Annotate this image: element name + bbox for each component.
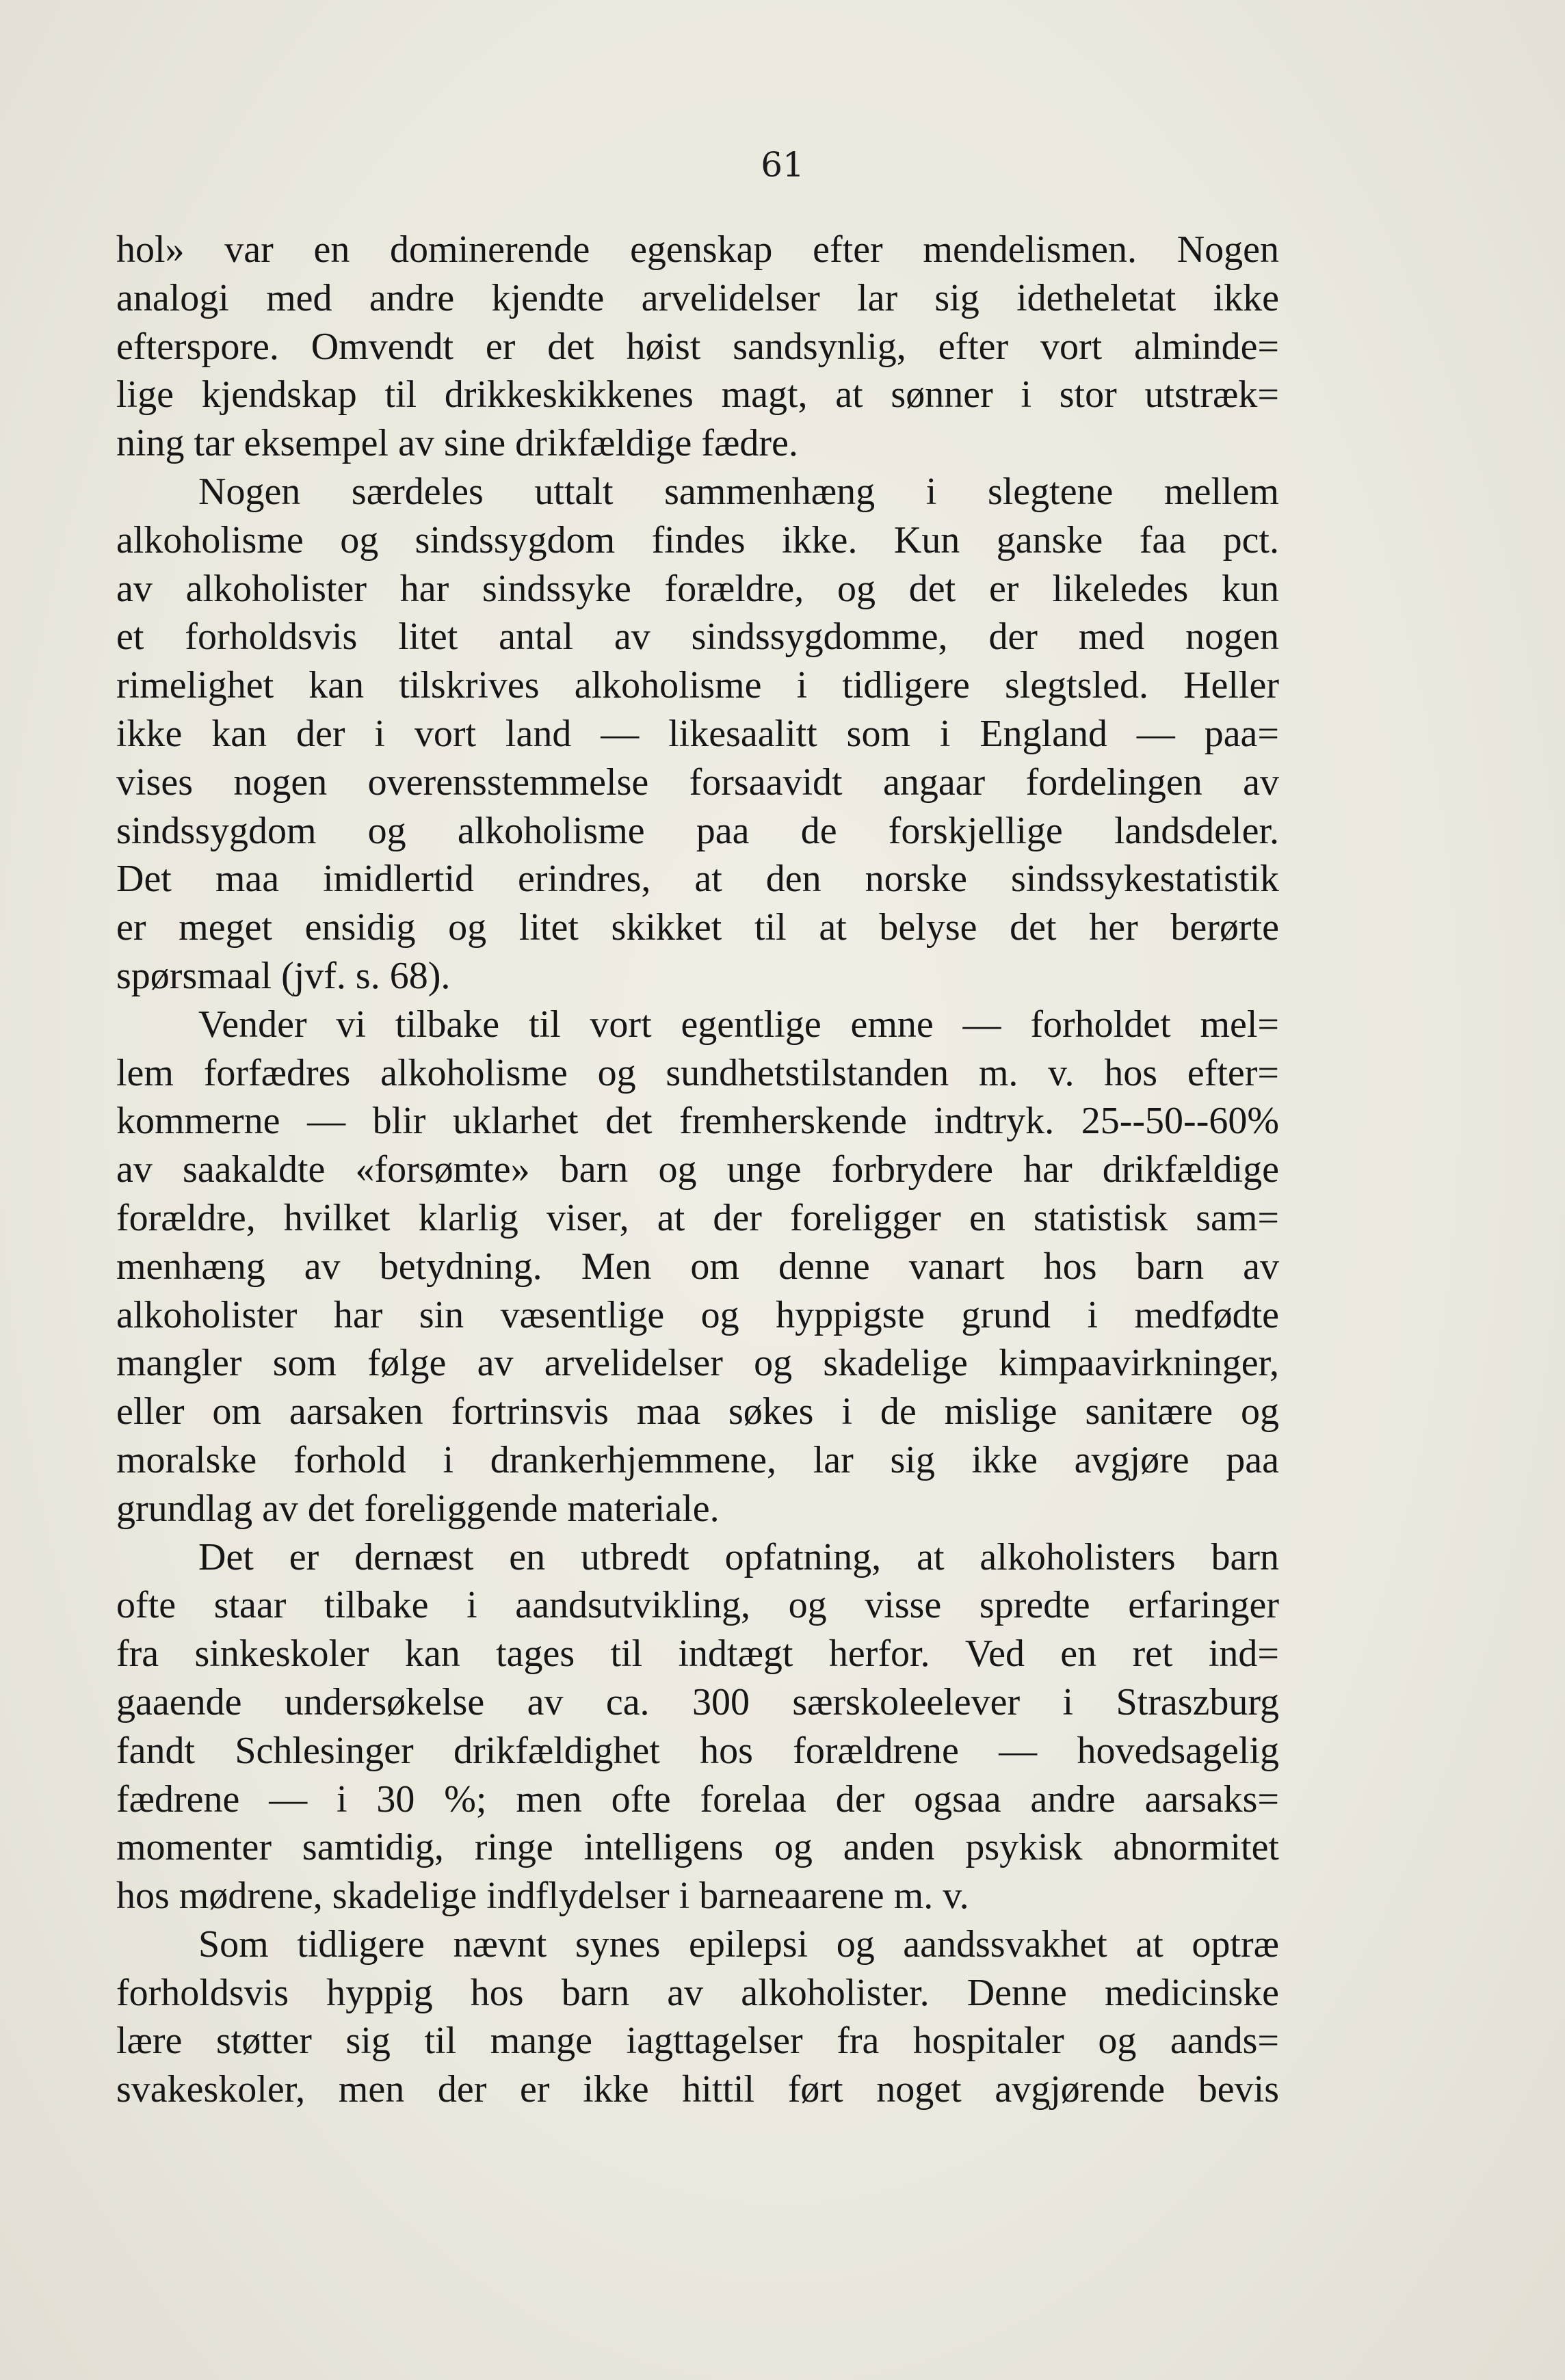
text-line: menhæng av betydning. Men om denne vanart hos barn av <box>116 1245 1279 1288</box>
text-line: hos mødrene, skadelige indflydelser i barneaarene m. v. <box>116 1875 969 1918</box>
text-line: vises nogen overensstemmelse forsaavidt angaar fordelingen av <box>116 761 1279 804</box>
text-line: forholdsvis hyppig hos barn av alkoholister. Denne medicinske <box>116 1971 1279 2014</box>
text-line: svakeskoler, men der er ikke hittil ført noget avgjørende bevis <box>116 2068 1279 2111</box>
text-line: kommerne — blir uklarhet det fremherskende indtryk. 25--50--60% <box>116 1100 1279 1143</box>
text-line: av alkoholister har sindssyke forældre, og det er likeledes kun <box>116 567 1279 610</box>
text-line: Det maa imidlertid erindres, at den norske sindssykestatistik <box>116 858 1279 901</box>
text-line: eller om aarsaken fortrinsvis maa søkes i de mislige sanitære og <box>116 1390 1279 1433</box>
text-line: Nogen særdeles uttalt sammenhæng i slegtene mellem <box>198 470 1279 513</box>
text-line: lige kjendskap til drikkeskikkenes magt, at sønner i stor utstræk= <box>116 373 1279 416</box>
text-line: av saakaldte «forsømte» barn og unge forbrydere har drikfældige <box>116 1148 1279 1191</box>
text-line: fandt Schlesinger drikfældighet hos forældrene — hovedsagelig <box>116 1729 1279 1772</box>
text-line: fædrene — i 30 %; men ofte forelaa der ogsaa andre aarsaks= <box>116 1777 1279 1821</box>
text-line: Som tidligere nævnt synes epilepsi og aandssvakhet at optræ <box>198 1922 1279 1966</box>
body-text <box>116 226 1279 2114</box>
text-line: spørsmaal (jvf. s. 68). <box>116 954 451 997</box>
text-line: moralske forhold i drankerhjemmene, lar sig ikke avgjøre paa <box>116 1438 1279 1481</box>
text-line: ofte staar tilbake i aandsutvikling, og visse spredte erfaringer <box>116 1584 1279 1627</box>
text-line: mangler som følge av arvelidelser og skadelige kimpaavirkninger, <box>116 1342 1279 1385</box>
text-line: alkoholisme og sindssygdom findes ikke. Kun ganske faa pct. <box>116 518 1279 561</box>
text-line: efterspore. Omvendt er det høist sandsynlig, efter vort alminde= <box>116 325 1279 368</box>
text-line: ikke kan der i vort land — likesaalitt som i England — paa= <box>116 712 1279 755</box>
text-line: analogi med andre kjendte arvelidelser lar sig idetheletat ikke <box>116 276 1279 319</box>
text-line: gaaende undersøkelse av ca. 300 særskoleelever i Straszburg <box>116 1680 1279 1723</box>
text-line: lære støtter sig til mange iagttagelser fra hospitaler og aands= <box>116 2020 1279 2063</box>
text-line: alkoholister har sin væsentlige og hyppigste grund i medfødte <box>116 1293 1279 1336</box>
page-number: 61 <box>761 145 804 185</box>
text-line: et forholdsvis litet antal av sindssygdomme, der med nogen <box>116 616 1279 659</box>
text-line: Det er dernæst en utbredt opfatning, at alkoholisters barn <box>198 1535 1279 1578</box>
text-line: hol» var en dominerende egenskap efter mendelismen. Nogen <box>116 228 1279 271</box>
text-line: momenter samtidig, ringe intelligens og anden psykisk abnormitet <box>116 1826 1279 1869</box>
text-line: lem forfædres alkoholisme og sundhetstilstanden m. v. hos efter= <box>116 1051 1279 1094</box>
text-line: rimelighet kan tilskrives alkoholisme i tidligere slegtsled. Heller <box>116 664 1279 707</box>
text-line: Vender vi tilbake til vort egentlige emne — forholdet mel= <box>198 1003 1279 1046</box>
text-line: forældre, hvilket klarlig viser, at der foreligger en statistisk sam= <box>116 1196 1279 1239</box>
text-line: fra sinkeskoler kan tages til indtægt herfor. Ved en ret ind= <box>116 1632 1279 1676</box>
text-line: grundlag av det foreliggende materiale. <box>116 1487 720 1530</box>
text-line: ning tar eksempel av sine drikfældige fædre. <box>116 422 798 465</box>
text-line: sindssygdom og alkoholisme paa de forskjellige landsdeler. <box>116 809 1279 852</box>
text-line: er meget ensidig og litet skikket til at belyse det her berørte <box>116 906 1279 949</box>
